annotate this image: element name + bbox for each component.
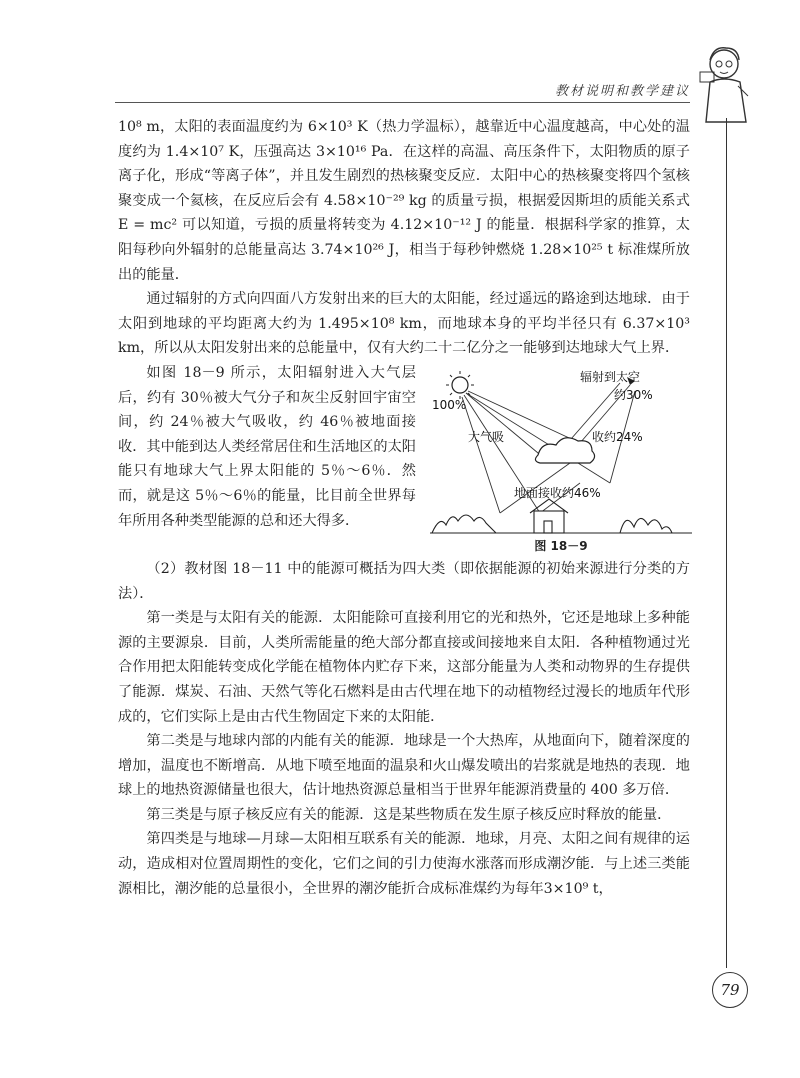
paragraph: 如图 18－9 所示，太阳辐射进入大气层后，约有 30％被大气分子和灰尘反射回宇宙空间，约 24％被大气吸收，约 46％被地面接收．其中能到达人类经常居住和生活地区的太阳能只有地球大气上界太阳能的 5％～6％．然而，就是这 5％～6％的能量，比目前全世界每年所用各种类型能源的总和还大得多．	[118, 364, 416, 529]
label-absorb-percent: 收约24%	[592, 429, 643, 444]
body-text	[118, 115, 690, 901]
figure-caption: 图 18－9	[534, 539, 588, 554]
paragraph: 第三类是与原子核反应有关的能源．这是某些物质在发生原子核反应时释放的能量．	[146, 806, 672, 823]
paragraph: （2）教材图 18－11 中的能源可概括为四大类（即依据能源的初始来源进行分类的方法）．	[118, 560, 690, 602]
figure-18-9	[430, 363, 692, 557]
header-title: 教材说明和教学建议	[554, 84, 690, 99]
paragraph: 10⁸ m，太阳的表面温度约为 6×10³ K（热力学温标），越靠近中心温度越高，中心处的温度约为 1.4×10⁷ K，压强高达 3×10¹⁶ Pa．在这样的高温、高压条件下，太阳物质的原子离子化，形成“等离子体”，并且发生剧烈的热核聚变反应．太阳中心的热核聚变将四个氢核聚变成一个氦核，在反应后会有 4.58×10⁻²⁹ kg 的质量亏损，根据爱因斯坦的质能关系式 E = mc² 可以知道，亏损的质量将转变为 4.12×10⁻¹² J 的能量．根据科学家的推算，太阳每秒向外辐射的总能量高达 3.74×10²⁶ J，相当于每秒钟燃烧 1.28×10²⁵ t 标准煤所放出的能量．	[118, 119, 690, 283]
paragraph: 通过辐射的方式向四面八方发射出来的巨大的太阳能，经过遥远的路途到达地球．由于太阳到地球的平均距离大约为 1.495×10⁸ km，而地球本身的平均半径只有 6.37×10³ km，所以从太阳发射出来的总能量中，仅有大约二十二亿分之一能够到达地球大气上界．	[118, 291, 690, 357]
label-atm-absorb: 大气吸	[468, 429, 505, 444]
page-number: 79	[712, 972, 748, 1008]
label-to-space: 辐射到太空	[580, 369, 641, 384]
paragraph: 第一类是与太阳有关的能源．太阳能除可直接利用它的光和热外，它还是地球上多种能源的主要源泉．目前，人类所需能量的绝大部分都直接或间接地来自太阳．各种植物通过光合作用把太阳能转变成化学能在植物体内贮存下来，这部分能量为人类和动物界的生存提供了能源．煤炭、石油、天然气等化石燃料是由古代埋在地下的动植物经过漫长的地质年代形成的，它们实际上是由古代生物固定下来的太阳能．	[118, 610, 690, 725]
margin-rule	[726, 118, 727, 968]
figure-section	[118, 361, 690, 557]
running-header	[115, 78, 690, 103]
paragraph: 第二类是与地球内部的内能有关的能源．地球是一个大热库，从地面向下，随着深度的增加，温度也不断增高．从地下喷至地面的温泉和火山爆发喷出的岩浆就是地热的表现．地球上的地热资源储量也很大，估计地热资源总量相当于世界年能源消费量的 400 多万倍．	[118, 733, 690, 799]
cartoon-reader-icon	[694, 42, 758, 124]
label-sun-percent: 100%	[432, 397, 467, 412]
paragraph: 第四类是与地球—月球—太阳相互联系有关的能源．地球，月亮、太阳之间有规律的运动，造成相对位置周期性的变化，它们之间的引力使海水涨落而形成潮汐能．与上述三类能源相比，潮汐能的总量很小，全世界的潮汐能折合成标准煤约为每年3×10⁹ t，	[118, 831, 690, 897]
label-ground: 地面接收约46%	[514, 485, 601, 500]
label-space-percent: 约30%	[614, 387, 653, 402]
